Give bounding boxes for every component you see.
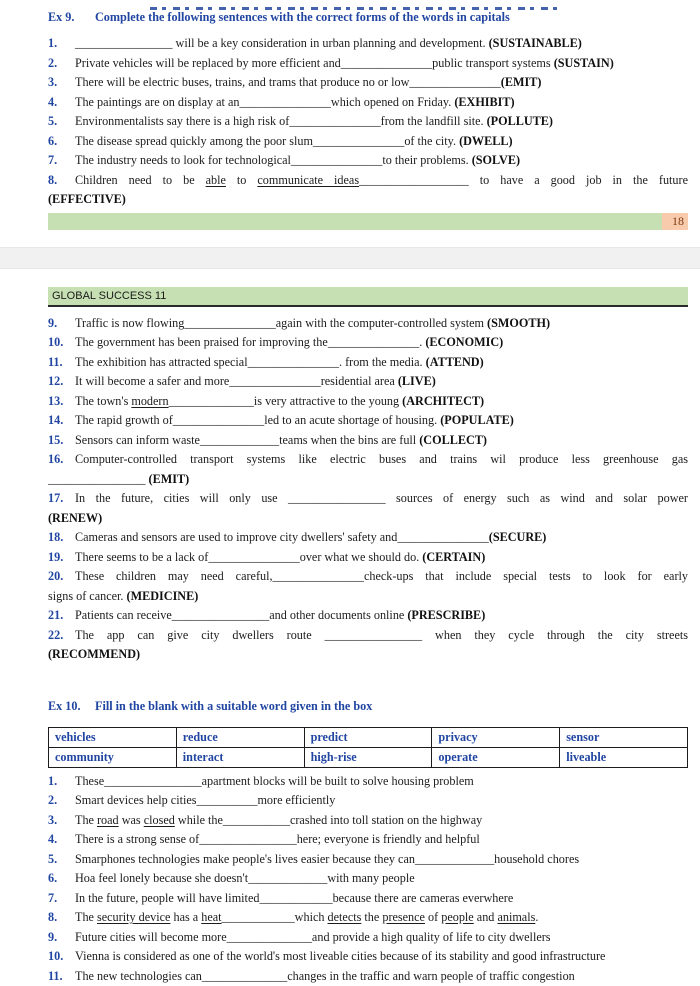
exercise-item xyxy=(48,548,688,568)
item-line xyxy=(48,411,688,431)
item-text: and xyxy=(474,910,498,924)
item-number: 8. xyxy=(48,908,75,928)
item-number: 16. xyxy=(48,450,75,470)
exercise-item xyxy=(48,54,688,74)
item-number: 17. xyxy=(48,489,75,509)
capital-word: (CERTAIN) xyxy=(422,550,485,564)
item-number: 3. xyxy=(48,811,75,831)
underlined-text: modern xyxy=(131,394,168,408)
item-line xyxy=(48,333,688,353)
exercise-item xyxy=(48,567,688,606)
underlined-text: presence xyxy=(382,910,425,924)
word-box-cell: liveable xyxy=(560,747,688,767)
item-number: 13. xyxy=(48,392,75,412)
exercise-item xyxy=(48,450,688,489)
item-text: These children may need careful,_______________check-ups that include special tests to look for early xyxy=(75,569,688,583)
word-box-cell: reduce xyxy=(176,727,304,747)
capital-word: (ATTEND) xyxy=(426,355,484,369)
item-text: The rapid growth of_______________led to an acute shortage of housing. xyxy=(75,413,440,427)
item-number: 5. xyxy=(48,112,75,132)
exercise-item xyxy=(48,811,688,831)
item-text: ________________ xyxy=(48,472,149,486)
item-number: 14. xyxy=(48,411,75,431)
ex9-items-part2 xyxy=(48,314,688,665)
item-number: 1. xyxy=(48,34,75,54)
item-number: 1. xyxy=(48,772,75,792)
item-text: The exhibition has attracted special_______________. from the media. xyxy=(75,355,426,369)
item-text: of xyxy=(425,910,441,924)
item-number: 4. xyxy=(48,93,75,113)
item-text: The industry needs to look for technological_______________to their problems. xyxy=(75,153,472,167)
capital-word: (LIVE) xyxy=(398,374,436,388)
exercise-item xyxy=(48,132,688,152)
word-box-row xyxy=(49,747,688,767)
underlined-text: able xyxy=(206,173,226,187)
capital-word: (SUSTAIN) xyxy=(554,56,614,70)
item-text: Future cities will become more______________and provide a high quality of life to city dwellers xyxy=(75,930,551,944)
exercise-item xyxy=(48,171,688,210)
item-text: In the future, people will have limited____________because there are cameras everwhere xyxy=(75,891,513,905)
capital-word: (ECONOMIC) xyxy=(425,335,503,349)
item-line xyxy=(48,928,688,948)
capital-word: (EXHIBIT) xyxy=(454,95,514,109)
word-box-cell: predict xyxy=(304,727,432,747)
item-line xyxy=(48,528,688,548)
item-line xyxy=(48,489,688,509)
page-separator xyxy=(0,247,700,269)
exercise-item xyxy=(48,791,688,811)
item-number: 11. xyxy=(48,353,75,373)
capital-word: (SMOOTH) xyxy=(487,316,550,330)
item-text: The xyxy=(75,910,97,924)
item-text: ____________which xyxy=(222,910,328,924)
item-line-continued xyxy=(48,645,688,665)
item-line xyxy=(48,869,688,889)
exercise-item xyxy=(48,947,688,967)
item-line xyxy=(48,54,688,74)
item-text: Computer-controlled transport systems like electric buses and trains wil produce less greenhouse gas xyxy=(75,452,688,466)
capital-word: (EMIT) xyxy=(501,75,542,89)
item-line-continued xyxy=(48,190,688,210)
capital-word: (COLLECT) xyxy=(419,433,487,447)
item-line xyxy=(48,34,688,54)
item-line xyxy=(48,908,688,928)
exercise-item xyxy=(48,908,688,928)
item-text: Smart devices help cities__________more efficiently xyxy=(75,793,335,807)
item-text: was xyxy=(119,813,144,827)
item-text: signs of cancer. xyxy=(48,589,127,603)
item-number: 11. xyxy=(48,967,75,986)
capital-word: (EMIT) xyxy=(149,472,190,486)
item-text: ________________ will be a key consideration in urban planning and development. xyxy=(75,36,489,50)
item-text: . xyxy=(535,910,538,924)
item-number: 9. xyxy=(48,314,75,334)
capital-word: (MEDICINE) xyxy=(127,589,199,603)
item-text: Sensors can inform waste_____________teams when the bins are full xyxy=(75,433,419,447)
exercise-item xyxy=(48,314,688,334)
capital-word: (DWELL) xyxy=(459,134,513,148)
word-box-cell: high-rise xyxy=(304,747,432,767)
word-box-cell: vehicles xyxy=(49,727,177,747)
exercise-item xyxy=(48,333,688,353)
item-text: to xyxy=(226,173,257,187)
word-box-cell: community xyxy=(49,747,177,767)
item-text: There seems to be a lack of_______________over what we should do. xyxy=(75,550,422,564)
capital-word: (POLLUTE) xyxy=(487,114,553,128)
capital-word: (RECOMMEND) xyxy=(48,647,140,661)
ex9-title-label: Ex 9. xyxy=(48,7,95,27)
underlined-text: detects xyxy=(328,910,362,924)
ex9-title xyxy=(48,7,688,27)
cropped-previous-line-decoration xyxy=(150,7,562,10)
item-line xyxy=(48,151,688,171)
page-number-bar xyxy=(48,213,688,230)
capital-word: (EFFECTIVE) xyxy=(48,192,126,206)
item-number: 19. xyxy=(48,548,75,568)
item-line xyxy=(48,947,688,967)
capital-word: (POPULATE) xyxy=(440,413,514,427)
item-text: There is a strong sense of________________here; everyone is friendly and helpful xyxy=(75,832,480,846)
item-number: 7. xyxy=(48,151,75,171)
exercise-item xyxy=(48,411,688,431)
word-box-cell: operate xyxy=(432,747,560,767)
item-text: The xyxy=(75,813,97,827)
item-line-continued xyxy=(48,470,688,490)
capital-word: (SUSTAINABLE) xyxy=(489,36,582,50)
exercise-item xyxy=(48,372,688,392)
exercise-item xyxy=(48,528,688,548)
item-number: 3. xyxy=(48,73,75,93)
item-line xyxy=(48,811,688,831)
exercise-item xyxy=(48,151,688,171)
exercise-item xyxy=(48,850,688,870)
item-text: Children need to be xyxy=(75,173,206,187)
exercise-item xyxy=(48,772,688,792)
item-text: Cameras and sensors are used to improve city dwellers' safety and_______________ xyxy=(75,530,489,544)
item-text: The new technologies can______________changes in the traffic and warn people of traffic congestion xyxy=(75,969,575,983)
item-text: In the future, cities will only use ________________ sources of energy such as wind and solar power xyxy=(75,491,688,505)
item-line xyxy=(48,93,688,113)
exercise-item xyxy=(48,392,688,412)
item-line xyxy=(48,889,688,909)
item-number: 2. xyxy=(48,791,75,811)
item-number: 18. xyxy=(48,528,75,548)
item-line-continued xyxy=(48,509,688,529)
item-line xyxy=(48,967,688,986)
item-line-continued xyxy=(48,587,688,607)
capital-word: (RENEW) xyxy=(48,511,102,525)
exercise-item xyxy=(48,73,688,93)
word-box-cell: interact xyxy=(176,747,304,767)
item-number: 6. xyxy=(48,869,75,889)
underlined-text: road xyxy=(97,813,119,827)
item-text: Patients can receive________________and other documents online xyxy=(75,608,407,622)
item-text: These________________apartment blocks will be built to solve housing problem xyxy=(75,774,474,788)
exercise-item xyxy=(48,353,688,373)
item-number: 22. xyxy=(48,626,75,646)
item-number: 9. xyxy=(48,928,75,948)
item-text: The disease spread quickly among the poor slum_______________of the city. xyxy=(75,134,459,148)
item-line xyxy=(48,372,688,392)
item-text: Private vehicles will be replaced by more efficient and_______________public transport systems xyxy=(75,56,554,70)
item-number: 12. xyxy=(48,372,75,392)
exercise-item xyxy=(48,431,688,451)
page-number: 18 xyxy=(662,213,688,230)
item-number: 15. xyxy=(48,431,75,451)
item-line xyxy=(48,73,688,93)
item-line xyxy=(48,606,688,626)
exercise-item xyxy=(48,112,688,132)
item-number: 21. xyxy=(48,606,75,626)
exercise-item xyxy=(48,928,688,948)
item-text: Hoa feel lonely because she doesn't_____________with many people xyxy=(75,871,415,885)
item-text: Vienna is considered as one of the world's most liveable cities because of its stability and good infrastructure xyxy=(75,949,605,963)
item-text: The app can give city dwellers route ________________ when they cycle through the city streets xyxy=(75,628,688,642)
item-text: The town's xyxy=(75,394,131,408)
item-text: It will become a safer and more_______________residential area xyxy=(75,374,398,388)
item-text: has a xyxy=(170,910,201,924)
item-line xyxy=(48,850,688,870)
underlined-text: security device xyxy=(97,910,170,924)
exercise-item xyxy=(48,626,688,665)
exercise-item xyxy=(48,967,688,986)
exercise-item xyxy=(48,869,688,889)
item-line xyxy=(48,830,688,850)
item-number: 4. xyxy=(48,830,75,850)
exercise-item xyxy=(48,489,688,528)
capital-word: (SOLVE) xyxy=(472,153,520,167)
item-line xyxy=(48,567,688,587)
capital-word: (PRESCRIBE) xyxy=(407,608,485,622)
item-text: The government has been praised for improving the_______________. xyxy=(75,335,425,349)
item-line xyxy=(48,392,688,412)
worksheet-page xyxy=(0,7,700,986)
item-text: Environmentalists say there is a high risk of_______________from the landfill site. xyxy=(75,114,487,128)
item-line xyxy=(48,548,688,568)
exercise-item xyxy=(48,830,688,850)
item-line xyxy=(48,450,688,470)
item-line xyxy=(48,791,688,811)
item-number: 7. xyxy=(48,889,75,909)
underlined-text: communicate ideas xyxy=(257,173,359,187)
word-box-row xyxy=(49,727,688,747)
book-banner: GLOBAL SUCCESS 11 xyxy=(48,287,688,307)
item-number: 6. xyxy=(48,132,75,152)
item-text: ______________is very attractive to the young xyxy=(169,394,403,408)
underlined-text: people xyxy=(441,910,474,924)
ex9-title-text: Complete the following sentences with the correct forms of the words in capitals xyxy=(95,10,510,24)
ex10-title-label: Ex 10. xyxy=(48,696,95,716)
item-line xyxy=(48,112,688,132)
item-text: the xyxy=(361,910,382,924)
item-text: The paintings are on display at an_______________which opened on Friday. xyxy=(75,95,454,109)
item-number: 10. xyxy=(48,947,75,967)
ex10-title xyxy=(48,696,688,716)
ex10-title-text: Fill in the blank with a suitable word given in the box xyxy=(95,699,372,713)
ex9-items-part1 xyxy=(48,34,688,210)
item-number: 10. xyxy=(48,333,75,353)
item-text: Smarphones technologies make people's lives easier because they can_____________household chores xyxy=(75,852,579,866)
item-number: 5. xyxy=(48,850,75,870)
exercise-item xyxy=(48,93,688,113)
exercise-item xyxy=(48,606,688,626)
item-text: __________________ to have a good job in the future xyxy=(359,173,688,187)
item-line xyxy=(48,431,688,451)
item-text: Traffic is now flowing_______________again with the computer-controlled system xyxy=(75,316,487,330)
word-box-cell: privacy xyxy=(432,727,560,747)
item-number: 20. xyxy=(48,567,75,587)
item-line xyxy=(48,626,688,646)
item-line xyxy=(48,772,688,792)
ex10-items xyxy=(48,772,688,986)
item-text: There will be electric buses, trains, and trams that produce no or low_______________ xyxy=(75,75,501,89)
underlined-text: heat xyxy=(201,910,221,924)
item-line xyxy=(48,314,688,334)
exercise-item xyxy=(48,34,688,54)
item-number: 2. xyxy=(48,54,75,74)
item-line xyxy=(48,171,688,191)
item-line xyxy=(48,353,688,373)
item-number: 8. xyxy=(48,171,75,191)
item-text: while the___________crashed into toll station on the highway xyxy=(175,813,482,827)
capital-word: (SECURE) xyxy=(489,530,547,544)
capital-word: (ARCHITECT) xyxy=(402,394,484,408)
underlined-text: closed xyxy=(144,813,175,827)
underlined-text: animals xyxy=(497,910,535,924)
item-line xyxy=(48,132,688,152)
exercise-item xyxy=(48,889,688,909)
word-box-cell: sensor xyxy=(560,727,688,747)
word-box-table xyxy=(48,727,688,768)
